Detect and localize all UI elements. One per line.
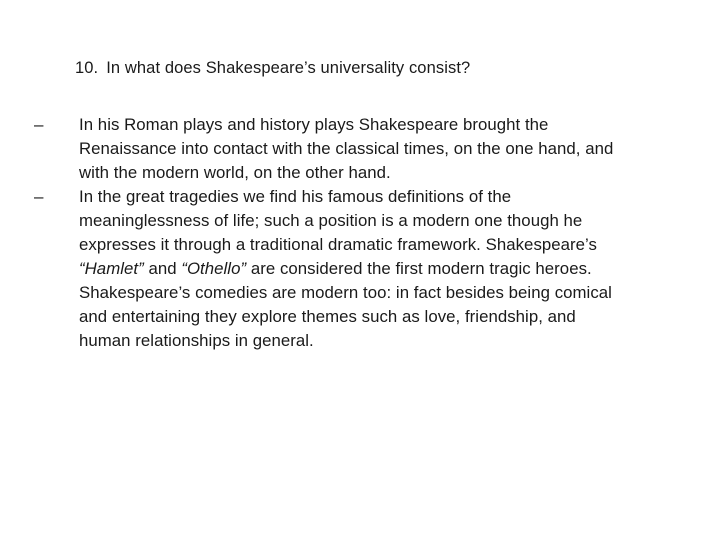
play-title-hamlet: “Hamlet”: [79, 259, 144, 278]
heroes-text: are considered the first modern tragic heroes.: [246, 259, 592, 278]
text-line: with the modern world, on the other hand.: [79, 163, 391, 182]
question-text: In what does Shakespeare’s universality consist?: [106, 59, 471, 77]
answer-item-tragedies: [0, 185, 720, 353]
text-line: human relationships in general.: [79, 331, 314, 350]
text-line: and entertaining they explore themes such as love, friendship, and: [79, 307, 576, 326]
conjunction: and: [143, 259, 182, 278]
text-line: Shakespeare’s comedies are modern too: in fact besides being comical: [79, 283, 612, 302]
answer-text: [79, 113, 679, 185]
answer-list: [0, 113, 720, 353]
answer-item-roman-plays: [0, 113, 720, 185]
text-line: Renaissance into contact with the classical times, on the one hand, and: [79, 139, 614, 158]
text-line: In the great tragedies we find his famous definitions of the: [79, 187, 512, 206]
text-line: In his Roman plays and history plays Shakespeare brought the: [79, 115, 549, 134]
question-number: 10.: [75, 59, 99, 77]
play-title-othello: “Othello”: [181, 259, 247, 278]
dash-bullet-icon: –: [34, 115, 44, 134]
text-line: expresses it through a traditional dramatic framework. Shakespeare’s: [79, 235, 597, 254]
dash-bullet-icon: –: [34, 187, 44, 206]
text-line: meaninglessness of life; such a position is a modern one though he: [79, 211, 583, 230]
answer-text: [79, 185, 679, 353]
text-line-tragic-heroes: [79, 257, 679, 281]
question-heading: [75, 57, 675, 79]
